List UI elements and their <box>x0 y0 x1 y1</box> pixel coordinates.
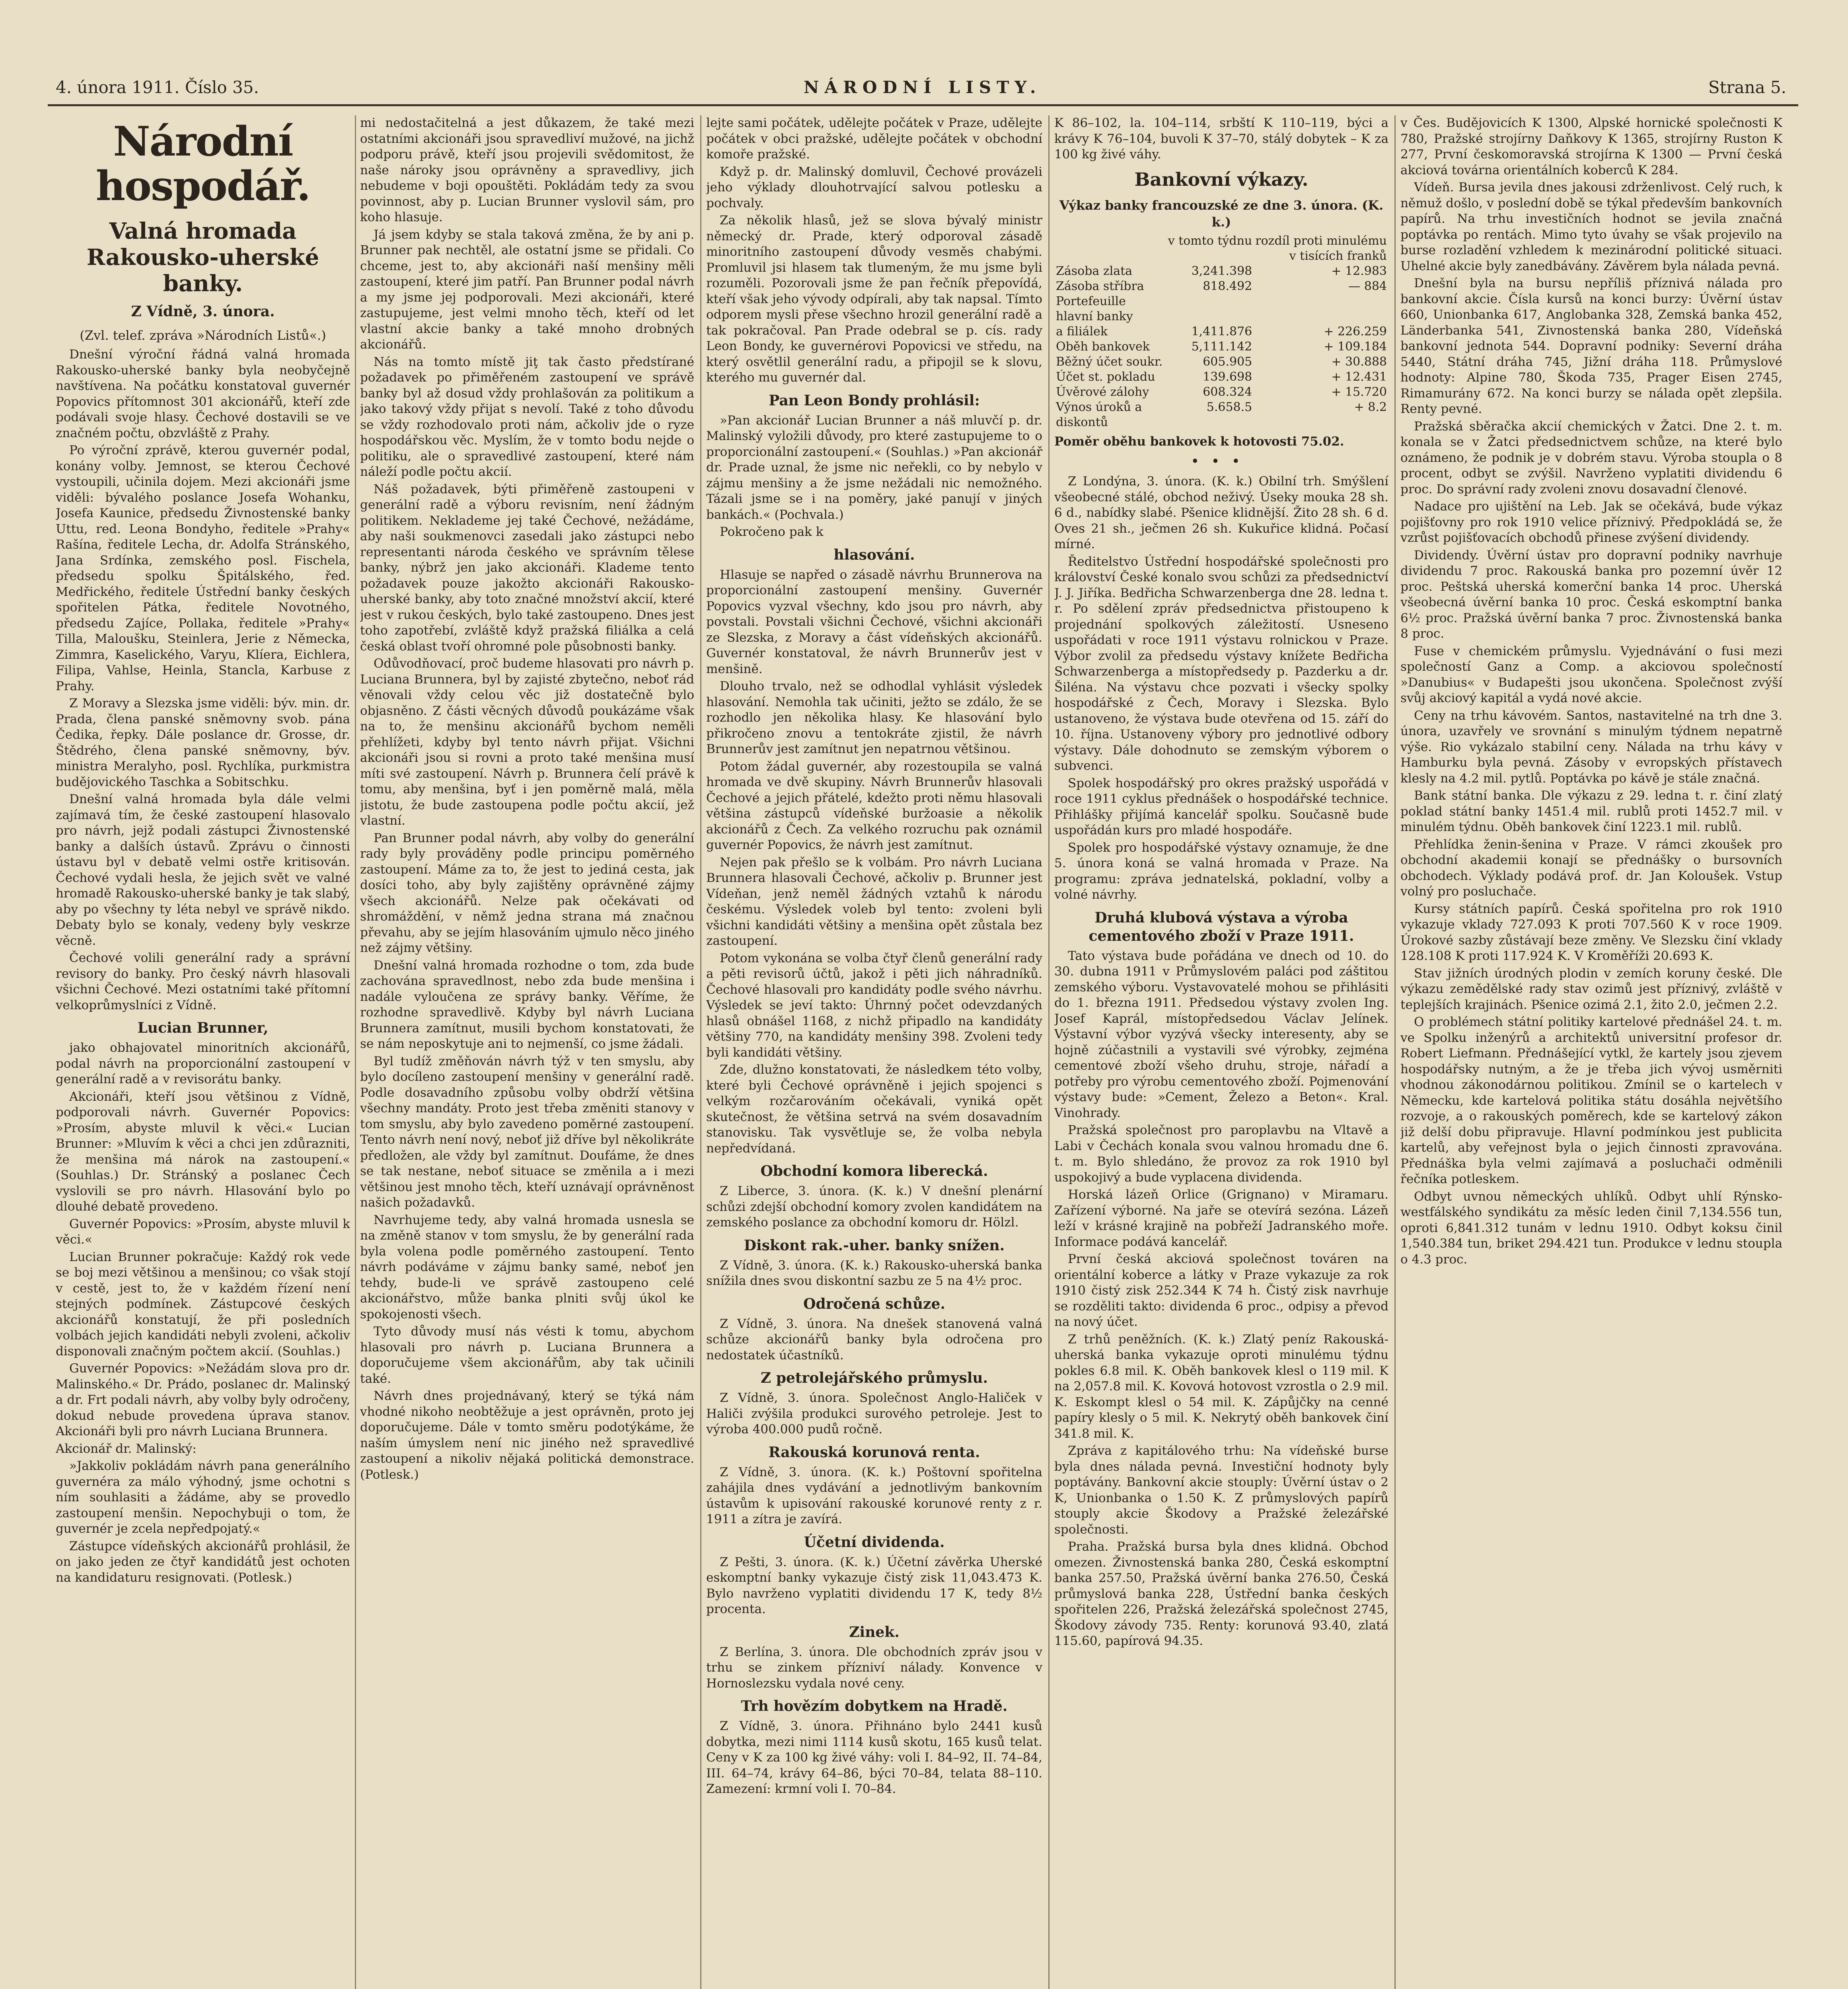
paragraph: Akcionáři, kteří jsou většinou z Vídně, podporovali návrh. Guvernér Popovics: »Prosím, abyste mluvil k věci.« Lucian Brunner: »Mluvím k věci a chci jen zdůrazniti, že menšina má nárok na zastoupení.« (Souhlas.) Dr. Stránský a poslanec Čech vyslovili se pro návrh. Hlasování bylo po dlouhé debatě provedeno. <box>56 1089 350 1214</box>
paragraph: Tyto důvody musí nás vésti k tomu, abychom hlasovali pro návrh p. Luciana Brunnera a doporučujeme všem akcionářům, aby tak učinili také. <box>360 1324 694 1386</box>
paragraph: Když p. dr. Malinský domluvil, Čechové provázeli jeho výklady dlouhotrvající salvou potlesku a pochvaly. <box>706 164 1042 210</box>
paragraph: Z Vídně, 3. února. Společnost Anglo-Haliček v Haliči zvýšila produkci surového petroleje. Jest to výroba 400.000 pudů ročně. <box>706 1391 1042 1436</box>
bank-table <box>1054 234 1388 430</box>
page-header <box>48 76 1798 103</box>
table-row <box>1054 354 1388 370</box>
subheading: Rakouská korunová renta. <box>768 1444 980 1461</box>
subheading: Z petrolejářského průmyslu. <box>760 1370 988 1386</box>
table-cell: + 30.888 <box>1331 354 1387 369</box>
paragraph: v Čes. Budějovicích K 1300, Alpské hornické společnosti K 780, Pražské strojírny Daňkovy K 1365, strojírny Ruston K 277, První českomoravská strojírna K 1300 — První česká akciová továrna orientálních koberců K 284. <box>1400 116 1782 177</box>
paragraph: jako obhajovatel minoritních akcionářů, podal návrh na proporcionální zastoupení v generální radě a v revisorátu banky. <box>56 1041 350 1086</box>
paragraph: Dnešní výroční řádná valná hromada Rakousko-uherské banky byla neobyčejně navštívena. Na počátku konstatoval guvernér Popovics přítomnost 301 akcionářů, kteří zde podávali svoje hlasy. Čechové dostavili se ve značném počtu, obzvláště z Prahy. <box>56 347 350 440</box>
paragraph: K 86–102, la. 104–114, srbští K 110–119, býci a krávy K 76–104, buvoli K 37–70, stálý dobytek – K za 100 kg živé váhy. <box>1054 116 1388 162</box>
subheading: Trh hovězím dobytkem na Hradě. <box>741 1698 1008 1715</box>
paragraph: Z Liberce, 3. února. (K. k.) V dnešní plenární schůzi zdejší obchodní komory zvolen kandidátem na zemského poslance za obchodní komoru dr. Hölzl. <box>706 1184 1042 1230</box>
paragraph: Potom žádal guvernér, aby rozestoupila se valná hromada ve dvě skupiny. Návrh Brunnerův hlasovali Čechové a jejich přátelé, kdežto proti němu hlasovali většina zástupců vídeňské buržoasie a několik akcionářů z Čech. Za velkého rozruchu pak oznámil guvernér Popovics, že návrh jest zamítnut. <box>706 759 1042 852</box>
paragraph: Pan Brunner podal návrh, aby volby do generální rady byly prováděny podle principu poměrného zastoupení. Máme za to, že jest to jediná cesta, jak dosíci toho, aby byly zajištěny oprávněné zájmy všech akcionářů. Nelze pak očekávati od shromáždění, v němž jedna strana má značnou převahu, aby se jejím hlasováním ujmulo něco jiného než zájmy většiny. <box>360 831 694 955</box>
subheading: Bankovní výkazy. <box>1134 168 1309 190</box>
paragraph: Guvernér Popovics: »Nežádám slova pro dr. Malinského.« Dr. Prádo, poslanec dr. Malinský a dr. Frt podali návrh, aby volby byly odročeny, dokud nebude provedena úprava stanov. Akcionáři byli pro návrh Luciana Brunnera. <box>56 1361 350 1438</box>
subheading: Obchodní komora liberecká. <box>760 1163 988 1179</box>
paragraph: Z Moravy a Slezska jsme viděli: býv. min. dr. Prada, člena panské sněmovny svob. pána Čedika, řepky. Dále poslance dr. Grosse, dr. Štědrého, člena panské sněmovny, býv. ministra Meralyho, posl. Rychlíka, purkmistra budějovického Taschka a Sobitschku. <box>56 696 350 789</box>
table-row <box>1054 400 1388 430</box>
paragraph: Za několik hlasů, jež se slova bývalý ministr německý dr. Prade, který odporoval zásadě minoritního zastoupení důvody vesměs chabými. Promluvil jsi hlasem tak tlumeným, že mu jsme byli rozuměli. Pozorovali jsme že pan řečník přepovídá, kteří však jeho vývody odpírali, aby tak napsal. Tímto odporem mysli přese všechno hrozil generální radě a tak pokračoval. Pan Prade odebral se p. cís. rady Leon Bondy, ke guvernérovi Popovicsi ve středu, na který osvětlil generální radu, a připojil se k slovu, kterého mu guvernér dal. <box>706 213 1042 385</box>
column-divider <box>355 115 356 1989</box>
paragraph: lejte sami počátek, udělejte počátek v Praze, udělejte počátek v obci pražské, udělejte počátek v obchodní komoře pražské. <box>706 116 1042 162</box>
table-row <box>1054 264 1388 279</box>
table-cell: + 12.983 <box>1331 264 1387 278</box>
table-row <box>1054 370 1388 385</box>
column-4 <box>1054 115 1388 1989</box>
table-row <box>1054 294 1388 324</box>
paragraph: Nejen pak přešlo se k volbám. Pro návrh Luciana Brunnera hlasovali Čechové, ačkoliv p. Brunner jest Vídeňan, jenž neměl žádných vztahů k národu českému. Výsledek voleb byl tento: zvoleni byli všichni kandidáti většiny a menšina opět zůstala bez zastoupení. <box>706 855 1042 948</box>
paragraph: Spolek hospodářský pro okres pražský uspořádá v roce 1911 cyklus přednášek o hospodářské technice. Přihlášky přijímá kancelář spolku. Současně bude uspořádán kurs pro mladé hospodáře. <box>1054 776 1388 837</box>
table-row <box>1054 385 1388 400</box>
table-cell: — 884 <box>1348 279 1387 293</box>
table-header-cell: v tomto týdnu <box>1168 234 1252 248</box>
paragraph: Byl tudíž změňován návrh týž v ten smyslu, aby bylo docíleno zastoupení menšiny v generální radě. Podle dosavadního způsobu volby obdrží většina všechny mandáty. Proto jest třeba změniti stanovy v tom smyslu, aby bylo zavedeno poměrné zastoupení. Tento návrh není nový, neboť již dříve byl několikráte předložen, ale vždy byl zamítnut. Doufáme, že dnes se tak nestane, neboť situace se změnila a i mezi většinou jest mnoho těch, kteří uznávají oprávněnost našich požadavků. <box>360 1054 694 1210</box>
speaker-heading: Lucian Brunner, <box>137 1020 269 1036</box>
paragraph: Fuse v chemickém průmyslu. Vyjednávání o fusi mezi společností Ganz a Comp. a akciovou společností »Danubius« v Budapešti jsou ukončena. Společnost zvýší svůj akciový kapitál a vydá nové akcie. <box>1400 644 1782 705</box>
paragraph: Zpráva z kapitálového trhu: Na vídeňské burse byla dnes nálada pevná. Investiční hodnoty byly poptávány. Bankovní akcie stouply: Úvěrní ústav o 2 K, Unionbanka o 1.50 K. Z průmyslových papírů stouply akcie Škodovy a Pražské železářské společnosti. <box>1054 1444 1388 1537</box>
newspaper-title: NÁRODNÍ LISTY. <box>804 78 1042 97</box>
table-unit-row <box>1054 249 1388 264</box>
paragraph: Z trhů peněžních. (K. k.) Zlatý peníz Rakouská-uherská banka vykazuje oproti minulému týdnu pokles 6.8 mil. K. Oběh bankovek klesl o 119 mil. K na 2,057.8 mil. K. Kovová hotovost vzrostla o 2.9 mil. K. Eskompt klesl o 54 mil. K. Zápůjčky na cenné papíry klesly o 5 mil. K. Nekrytý oběh bankovek činí 341.8 mil. K. <box>1054 1332 1388 1441</box>
table-cell: 5,111.142 <box>1191 339 1252 354</box>
paragraph: »Pan akcionář Lucian Brunner a náš mluvčí p. dr. Malinský vyložili důvody, pro které zastupujeme to o proporcionální zastoupení.« (Souhlas.) »Pan akcionář dr. Prade uznal, že jsme nic neřekli, co by nebylo v zájmu menšiny a že jsme nežádali nic nemožného. Tázali jsme se i na poměry, jaké panují v jiných bankách.« (Pochvala.) <box>706 413 1042 522</box>
paragraph: První česká akciová společnost továren na orientální koberce a látky v Praze vykazuje za rok 1910 čistý zisk 252.344 K 74 h. Čistý zisk navrhuje se rozděliti takto: dividenda 6 proc., odpisy a převod na nový účet. <box>1054 1252 1388 1329</box>
paragraph: Z Vídně, 3. února. (K. k.) Poštovní spořitelna zahájila dnes vydávání a jednotlivým bankovním ústavům k upisování rakouské korunové renty z r. 1911 a zítra je zavírá. <box>706 1465 1042 1526</box>
table-cell: Účet st. pokladu <box>1056 370 1155 384</box>
table-cell: Portefeuille hlavní banky <box>1056 294 1133 323</box>
page-number: Strana 5. <box>1708 78 1786 97</box>
table-cell: 608.324 <box>1203 385 1252 399</box>
paragraph: Z Pešti, 3. února. (K. k.) Účetní závěrka Uherské eskomptní banky vykazuje čistý zisk 11,043.473 K. Bylo navrženo vyplatiti dividendu 17 K, tedy 8½ procenta. <box>706 1555 1042 1616</box>
table-cell: Výnos úroků a diskontů <box>1056 400 1142 429</box>
paragraph: Potom vykonána se volba čtyř členů generální rady a pěti revisorů účtů, jakož i pěti jich náhradníků. Čechové hlasovali pro kandidáty podle svého návrhu. Výsledek se jeví takto: Úhrnný počet odevzdaných hlasů obnášel 1168, z nichž připadlo na kandidáty většiny 770, na kandidáty menšiny 398. Zvoleni tedy byli kandidáti většiny. <box>706 951 1042 1060</box>
paragraph: Dnešní byla na bursu nepříliš příznivá nálada pro bankovní akcie. Čísla kursů na konci burzy: Úvěrní ústav 660, Unionbanka 617, Anglobanka 328, Zemská banka 452, Länderbanka 541, Zivnostenská banka 280, Vídeňská bankovní jednota 544. Dopravní podniky: Severní dráha 5440, Státní dráha 745, Jižní dráha 118. Průmyslové hodnoty: Alpine 780, Škoda 735, Prager Eisen 2745, Rimamurány 672. Na konci burzy se nálada opět zlepšila. Renty pevné. <box>1400 276 1782 416</box>
subheading: Odročená schůze. <box>803 1295 945 1312</box>
paragraph: Ředitelstvo Ústřední hospodářské společnosti pro království České konalo svou schůzi za předsednictví J. J. Jiříka. Bedřicha Schwarzenberga dne 28. ledna t. r. Po sdělení zpráv předsednictva přistoupeno k projednání spolkových záležitostí. Usneseno uspořádati v roce 1911 výstavu rolnickou v Praze. Výbor zvolil za předsedu výstavy knížete Bedřicha Schwarzenberga a místopředsedy p. Pazderku a dr. Šiléna. Na výstavu chce pozvati i všecky spolky hospodářské z Čech, Moravy i Slezska. Bylo ustanoveno, že výstava bude otevřena od 15. září do 10. října. Ustanoveny výbory pro jednotlivé odbory výstavy. Dále dohodnuto se zemským výborem o subvenci. <box>1054 554 1388 773</box>
table-cell <box>1166 294 1254 324</box>
paragraph: Guvernér Popovics: »Prosím, abyste mluvil k věci.« <box>56 1216 350 1247</box>
table-cell: + 226.259 <box>1324 324 1387 339</box>
paragraph: Kursy státních papírů. Česká spořitelna pro rok 1910 vykazuje vklady 727.093 K proti 707.560 K v roce 1909. Úrokové sazby zůstávají beze změny. Ve Slezsku činí vklady 128.108 K proti 117.924 K. V Kroměříži 20.693 K. <box>1400 901 1782 963</box>
table-cell: Běžný účet soukr. <box>1056 354 1163 369</box>
paragraph: Z Vídně, 3. února. Přihnáno bylo 2441 kusů dobytka, mezi nimi 1114 kusů skotu, 165 kusů telat. Ceny v K za 100 kg živé váhy: voli I. 84–92, II. 74–84, III. 64–74, krávy 64–86, býci 70–84, telata 88–110. Zamezení: krmní voli I. 70–84. <box>706 1719 1042 1796</box>
subheading: Diskont rak.-uher. banky snížen. <box>744 1237 1005 1254</box>
paragraph: Hlasuje se napřed o zásadě návrhu Brunnerova na proporcionální zastoupení menšiny. Guvernér Popovics vyzval všechny, kdo jsou pro návrh, aby povstali. Povstali všichni Čechové, všichni akcionáři ze Slezska, z Moravy a část vídeňských akcionářů. Guvernér konstatoval, že návrh Brunnerův jest v menšině. <box>706 567 1042 676</box>
table-row <box>1054 339 1388 354</box>
paragraph: Dlouho trvalo, než se odhodlal vyhlásit výsledek hlasování. Nemohla tak učiniti, ježto se zdálo, že se rozhodlo jen několika hlasy. Ke hlasování bylo přikročeno znovu a tentokráte zjistil, že návrh Brunnerův jest zamítnut jen nepatrnou většinou. <box>706 679 1042 756</box>
paragraph: Dnešní valná hromada byla dále velmi zajímavá tím, že české zastoupení hlasovalo pro návrh, jejž podali zástupci Živnostenské banky a dalších ústavů. Zprávu o činnosti ústavu byl v debatě velmi ostře kritisován. Čechové vydali hesla, že jejich svět ve valné hromadě Rakousko-uherské banky je tak slabý, aby po všechny ty léta nebyl ve správě nikdo. Debaty bylo se konaly, vedeny byly veskrze věcně. <box>56 792 350 948</box>
paragraph: Zde, dlužno konstatovati, že následkem této volby, které byli Čechové oprávněně i jejich spojenci s velkým rozčarováním očekávali, vyniká opět skutečnost, že většina setrvá na svém dosavadním stanovisku. Tak vysvětluje se, že volba nebyla nepředvídaná. <box>706 1063 1042 1156</box>
paragraph: Lucian Brunner pokračuje: Každý rok vede se boj mezi většinou a menšinou; co však stojí v cestě, jest to, že v každém řízení není stejných podmínek. Zástupcové českých akcionářů konstatují, že při posledních volbách jejich kandidáti nebyli zvoleni, ačkoliv disponovali značným počtem akcií. (Souhlas.) <box>56 1249 350 1358</box>
paragraph: Stav jižních úrodných plodin v zemích koruny české. Dle výkazu zemědělské rady stav ozimů jest příznivý, zvláště v teplejších krajinách. Pšenice ozimá 2.1, žito 2.0, ječmen 2.2. <box>1400 966 1782 1012</box>
table-cell: a filiálek <box>1056 324 1108 339</box>
table-header-cell: rozdíl proti minulému <box>1255 234 1387 248</box>
subheading: hlasování. <box>833 546 915 563</box>
table-row <box>1054 279 1388 294</box>
subheading: Zinek. <box>849 1623 900 1641</box>
table-unit: v tisících franků <box>1289 249 1387 263</box>
table-cell: 3,241.398 <box>1191 264 1252 278</box>
paragraph: Bank státní banka. Dle výkazu z 29. ledna t. r. činí zlatý poklad státní banky 1451.4 mil. rublů proti 1452.7 mil. v minulém týdnu. Oběh bankovek činí 1223.1 mil. rublů. <box>1400 788 1782 834</box>
paragraph: mi nedostačitelná a jest důkazem, že také mezi ostatními akcionáři jsou spravedliví mužové, na jichž podporu právě, kteří jsou projevili svědomitost, že naše nároky jsou oprávněny a spravedlivy, jich nebudeme v boji opouštěti. Pokládám tedy za svou povinnost, aby p. Lucian Brunner vyslovil sám, pro koho hlasuje. <box>360 116 694 224</box>
subheading: Účetní dividenda. <box>804 1534 945 1551</box>
table-cell: + 109.184 <box>1324 339 1387 354</box>
table-note: Poměr oběhu bankovek k hotovosti 75.02. <box>1054 434 1344 449</box>
table-cell <box>1254 294 1388 324</box>
paragraph: Nadace pro ujištění na Leb. Jak se očekává, bude výkaz pojišťovny pro rok 1910 velice příznivý. Předpokládá se, že vzrůst pojišťovacích obchodů přinese zvýšení dividendy. <box>1400 499 1782 545</box>
paragraph: Spolek pro hospodářské výstavy oznamuje, že dne 5. února koná se valná hromada v Praze. Na programu: zpráva jednatelská, pokladní, volby a volné návrhy. <box>1054 840 1388 902</box>
paragraph: Odůvodňovací, proč budeme hlasovati pro návrh p. Luciana Brunnera, byl by zajisté zbytečno, neboť rád věnovali vždy celou věc již dostatečně bylo objasněno. Z části věcných důvodů poukázáme však na to, že menšinu akcionářů bychom neměli přehlížeti, kdyby byl tento návrh přijat. Všichni akcionáři jsou si rovni a proto také menšina musí míti své zastoupení. Návrh p. Brunnera čelí právě k tomu, aby menšina, byť i jen poměrně malá, měla jistotu, že bude zastoupena podle počtu akcií, jež vlastní. <box>360 656 694 828</box>
paragraph: Z Vídně, 3. února. (K. k.) Rakousko-uherská banka snížila dnes svou diskontní sazbu ze 5 na 4½ proc. <box>706 1258 1042 1288</box>
column-divider <box>1048 115 1050 1989</box>
header-rule <box>48 104 1798 106</box>
paragraph: Náš požadavek, býti přiměřeně zastoupeni v generální radě a výboru revisním, není žádným politikem. Neklademe jej také Čechové, nežádáme, aby naši soukmenovci zasedali jako zástupci nebo representanti národa českého ve správním tělese banky, nýbrž jen jako akcionáři. Klademe tento požadavek pouze jakožto akcionáři Rakousko-uherské banky, aby toto značné množství akcií, které jest v rukou českých, bylo také zastoupeno. Dnes jest toho zapotřebí, zvláště když pražská filiálka a celá česká oblast tvoří ohromné pole působnosti banky. <box>360 482 694 654</box>
paragraph: Horská lázeň Orlice (Grignano) v Miramaru. Zařízení výborné. Na jaře se otevírá sezóna. Lázeň leží v krásné krajině na pobřeží Jadranského moře. Informace podává kancelář. <box>1054 1187 1388 1249</box>
paragraph: Po výroční zprávě, kterou guvernér podal, konány volby. Jemnost, se kterou Čechové vystoupili, učinila dojem. Mezi akcionáři jsme viděli: bývalého poslance Josefa Wohanku, Josefa Kaunice, předsedu Živnostenské banky Uttu, red. Leona Bondyho, ředitele »Prahy« Rašína, ředitele Lecha, dr. Adolfa Stránského, Jana Srdínka, zemského posl. Fischela, předsedu spolku Špitálského, řed. Medřického, ředitele Ústřední banky českých spořitelen Pátka, ředitele Novotného, předsedu Zajíce, Pollaka, ředitele »Prahy« Tilla, Maloušku, Steinlera, Jerie z Německa, Zimmra, Kaselického, Varyu, Klíera, Eichlera, Filipa, Vahlse, Heinla, Stancla, Karbuse z Prahy. <box>56 443 350 693</box>
paragraph: Přehlídka ženin-šenina v Praze. V rámci zkoušek pro obchodní akademii konají se přednášky o bursovních obchodech. Výklady podává prof. dr. Jan Koloušek. Vstup volný pro posluchače. <box>1400 837 1782 899</box>
paragraph: Návrh dnes projednávaný, který se týká nám vhodné nikoho neobtěžuje a jest oprávněn, proto jej doporučujeme. Dále v tomto směru podotýkáme, že naším úmyslem není nic jiného než spravedlivé zastoupení a nikoliv nějaká politická demonstrace. (Potlesk.) <box>360 1389 694 1482</box>
subheading: Druhá klubová výstava a výroba cementového zboží v Praze 1911. <box>1089 909 1354 944</box>
paragraph: Pražská společnost pro paroplavbu na Vltavě a Labi v Čechách konala svou valnou hromadu dne 6. t. m. Bylo shledáno, že provoz za rok 1910 byl uspokojivý a bude vyplacena dividenda. <box>1054 1123 1388 1185</box>
paragraph: Vídeň. Bursa jevila dnes jakousi zdrženlivost. Celý ruch, k němuž došlo, v poslední době se týkal především bankovních papírů. Na trhu investičních hodnot se jevila značná poptávka po rentách. Mimo tyto úvahy se však projevilo na burse rozladění vzhledem k mezinárodní politické situaci. Uhelné akcie byly zanedbávány. Závěrem byla nálada pevná. <box>1400 180 1782 273</box>
table-cell: 1,411.876 <box>1191 324 1252 339</box>
paragraph: Já jsem kdyby se stala taková změna, že by ani p. Brunner pak nechtěl, ale ostatní jsme se přidali. Co chceme, jest to, aby akcionáři naší menšiny měli zastoupení, které jim patří. Pan Brunner podal návrh a my jsme jej podporovali. Mezi akcionáři, které zastupujeme, jest velmi mnoho těch, kteří od let vlastní akcie banky a také mnoho drobných akcionářů. <box>360 227 694 352</box>
issue-date: 4. února 1911. Číslo 35. <box>56 78 259 97</box>
paragraph: Zástupce vídeňských akcionářů prohlásil, že on jako jeden ze čtyř kandidátů jest ochoten na kandidaturu resignovati. (Potlesk.) <box>56 1539 350 1585</box>
table-cell: + 12.431 <box>1331 370 1387 384</box>
table-cell: Úvěrové zálohy <box>1056 385 1149 399</box>
section-title: Národní hospodář. <box>95 118 310 210</box>
table-cell: 605.905 <box>1203 354 1252 369</box>
paragraph: Dnešní valná hromada rozhodne o tom, zda bude zachována spravedlnost, nebo zda bude menšina i nadále vyloučena ze správy banky. Věříme, že rozhodne spravedlivě. Kdyby byl návrh Luciana Brunnera zamítnut, musili bychom konstatovati, že se nám neposkytuje ani to nejmenší, co jsme žádali. <box>360 958 694 1051</box>
paragraph: Pokročeno pak k <box>720 525 824 539</box>
paragraph: O problémech státní politiky kartelové přednášel 24. t. m. ve Spolku inženýrů a architektů universitní profesor dr. Robert Liefmann. Přednášející vytkl, že kartely jsou zjevem hospodářsky nutným, a že je třeba jich vývoj usměrniti vhodnou zákonodárnou politikou. Zmínil se o kartelech v Německu, kde kartelová politika státu dosáhla největšího rozvoje, a o rakouských poměrech, kde se kartelový zákon již delší dobu připravuje. Hlavní podmínkou jest publicita kartelů, aby veřejnost byla o jejich činnosti zpravována. Přednáška byla velmi zajímavá a posluchači odměnili řečníka potleskem. <box>1400 1015 1782 1186</box>
separator-dots: ••• <box>1191 453 1252 470</box>
table-header-row <box>1054 234 1388 249</box>
speaker-heading: Pan Leon Bondy prohlásil: <box>769 392 980 409</box>
column-divider <box>700 115 701 1989</box>
table-cell: + 15.720 <box>1331 385 1387 399</box>
table-cell: 5.658.5 <box>1206 400 1252 414</box>
dateline: Z Vídně, 3. února. <box>131 303 275 320</box>
column-2 <box>360 115 694 1989</box>
column-1 <box>56 115 350 1989</box>
paragraph: »Jakkoliv pokládám návrh pana generálního guvernéra za málo výhodný, jsme ochotni s ním souhlasiti a žádáme, aby se provedlo zastoupení menšin. Nepochybuji o tom, že guvernér je zcela nepředpojatý.« <box>56 1459 350 1536</box>
table-cell: + 8.2 <box>1354 400 1387 414</box>
paragraph: Dividendy. Úvěrní ústav pro dopravní podniky navrhuje dividendu 7 proc. Rakouská banka pro pozemní úvěr 12 proc. Peštská uherská komerční banka 14 proc. Uherská všeobecná úvěrní banka 10 proc. Česká eskomptní banka 6½ proc. Pražská úvěrní banka 7 proc. Živnostenská banka 8 proc. <box>1400 548 1782 641</box>
column-3 <box>706 115 1042 1989</box>
paragraph: Ceny na trhu kávovém. Santos, nastavitelné na trh dne 3. února, uzavřely ve srovnání s minulým týdnem nepatrně výše. Rio vykázalo stabilní ceny. Nálada na trhu kávy v Hamburku byla pevná. Zásoby v evropských přístavech klesly na 4.2 mil. pytlů. Poptávka po kávě je stále značná. <box>1400 708 1782 786</box>
table-cell: 818.492 <box>1203 279 1252 293</box>
table-cell: Oběh bankovek <box>1056 339 1150 354</box>
table-body <box>1054 264 1388 430</box>
table-row <box>1054 324 1388 339</box>
paragraph: Z Londýna, 3. února. (K. k.) Obilní trh. Smýšlení všeobecné stálé, obchod neživý. Úseky mouka 28 sh. 6 d., nabídky slabé. Pšenice klidnější. Žito 28 sh. 6 d. Oves 21 sh., ječmen 26 sh. Kukuřice klidná. Počasí mírné. <box>1054 474 1388 551</box>
source-note: (Zvl. telef. zpráva »Národních Listů«.) <box>80 328 326 343</box>
paragraph: Z Berlína, 3. února. Dle obchodních zpráv jsou v trhu se zinkem přízniví nálady. Konvence v Hornoslezsku vydala nové ceny. <box>706 1645 1042 1691</box>
column-divider <box>1394 115 1396 1989</box>
table-cell: 139.698 <box>1203 370 1252 384</box>
article-title: Valná hromada Rakousko-uherské banky. <box>86 218 319 297</box>
column-5 <box>1400 115 1782 1989</box>
paragraph: Odbyt uvnou německých uhlíků. Odbyt uhlí Rýnsko-westfálského syndikátu za měsíc leden činil 7,134.556 tun, oproti 6,841.312 tunám v lednu 1910. Odbyt koksu činil 1,540.384 tun, briket 294.421 tun. Produkce v lednu stoupla o 4.3 proc. <box>1400 1189 1782 1267</box>
paragraph: Pražská sběračka akcií chemických v Žatci. Dne 2. t. m. konala se v Žatci předsednictvem schůze, na které bylo oznámeno, že podnik je v dobrém stavu. Výroba stoupla o 8 procent, odbyt se zvýšil. Navrženo vyplatiti dividendu 6 proc. Do správní rady zvoleni znovu dosavadní členové. <box>1400 419 1782 496</box>
paragraph: Z Vídně, 3. února. Na dnešek stanovená valná schůze akcionářů banky byla odročena pro nedostatek účastníků. <box>706 1316 1042 1362</box>
table-cell: Zásoba stříbra <box>1056 279 1144 293</box>
paragraph: Tato výstava bude pořádána ve dnech od 10. do 30. dubna 1911 v Průmyslovém paláci pod záštitou zemského výboru. Vystavovatelé mohou se přihlásiti do 1. března 1911. Předsedou výstavy zvolen Ing. Josef Kaprál, místopředsedou Václav Jelínek. Výstavní výbor vyzývá všecky interesenty, aby se hojně zúčastnili a vystavili své výrobky, zejména cementové zboží všeho druhu, stroje, nářadí a potřeby pro výrobu cementového zboží. Pojmenování výstavy bude: »Cement, Železo a Beton«. Kral. Vinohrady. <box>1054 948 1388 1120</box>
table-cell: Zásoba zlata <box>1056 264 1133 278</box>
table-caption: Výkaz banky francouzské ze dne 3. února. (K. k.) <box>1059 197 1384 230</box>
paragraph: Nás na tomto místě jiţ tak často předstírané požadavek po přiměřeném zastoupení ve správě banky byl až dosud vždy prohlašován za politikum a jako takový vždy přijat s nevolí. Také z toho důvodu se vždy rozhodovalo proti nám, ačkoliv jde o ryze hospodářskou věc. Myslím, že v tomto bodu nejde o politiku, ale o spravedlivé zastoupení, které nám náleží podle počtu akcií. <box>360 354 694 479</box>
paragraph: Čechové volili generální rady a správní revisory do banky. Pro český návrh hlasovali všichni Čechové. Mezi ostatními také přítomní velkoprůmyslníci z Vídně. <box>56 951 350 1012</box>
paragraph: Navrhujeme tedy, aby valná hromada usnesla se na změně stanov v tom smyslu, že by generální rada byla volena podle poměrného zastoupení. Tento návrh podáváme v zájmu banky samé, neboť jen tehdy, bude-li ve správě zastoupeno celé akcionářstvo, může banka plniti svůj úkol ke spokojenosti všech. <box>360 1212 694 1321</box>
paragraph: Akcionář dr. Malinský: <box>56 1441 197 1456</box>
paragraph: Praha. Pražská bursa byla dnes klidná. Obchod omezen. Živnostenská banka 280, Česká eskomptní banka 257.50, Pražská úvěrní banka 276.50, Česká průmyslová banka 228, Ústřední banka českých spořitelen 226, Pražská železářská společnost 2745, Škodovy závody 735. Renty: korunová 93.40, zlatá 115.60, papírová 94.35. <box>1054 1539 1388 1648</box>
